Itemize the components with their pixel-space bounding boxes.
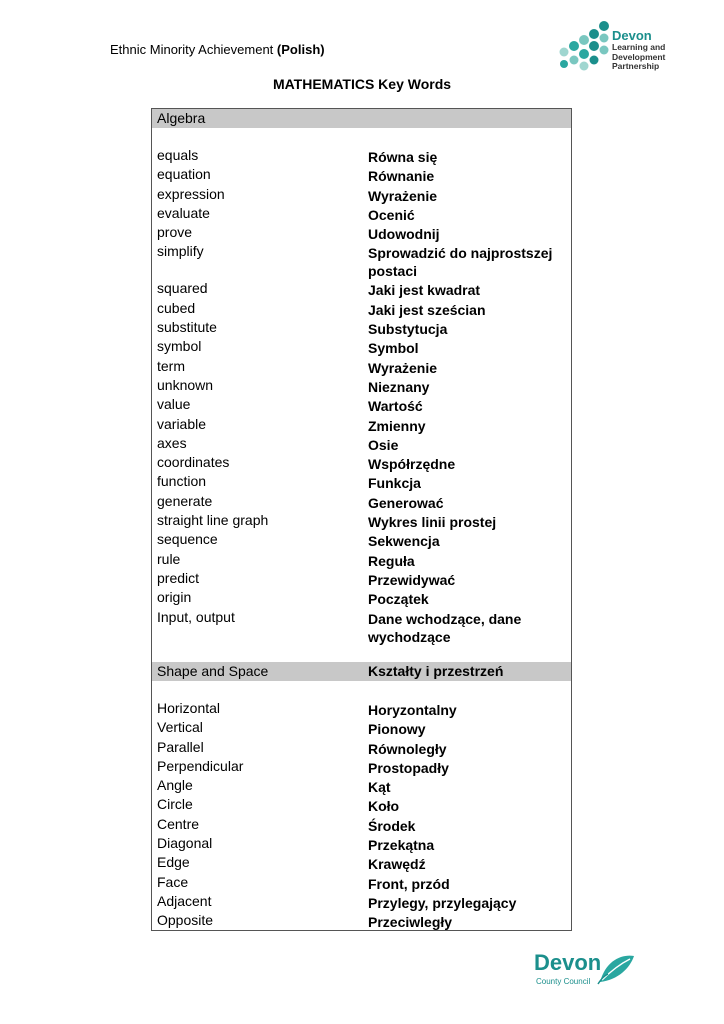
table-row	[152, 700, 571, 719]
english-term: equals	[157, 147, 199, 163]
english-term: Centre	[157, 815, 200, 832]
polish-term: Wyrażenie	[368, 359, 437, 376]
section-heading-algebra	[152, 109, 571, 128]
section-heading-shape-space	[152, 662, 571, 681]
english-term: origin	[157, 589, 192, 606]
table-row	[152, 512, 571, 531]
english-term: Angle	[157, 777, 193, 794]
english-term: straight line graph	[157, 512, 269, 529]
table-row	[152, 816, 571, 835]
polish-term: Przekątna	[368, 837, 435, 854]
table-row	[152, 435, 571, 454]
algebra-rows	[152, 147, 571, 646]
polish-term: Przylegy, przylegający	[368, 894, 517, 911]
polish-term: Równanie	[368, 168, 435, 185]
english-term: symbol	[157, 338, 202, 355]
english-term: Edge	[157, 854, 190, 871]
table-row	[152, 416, 571, 435]
english-term: prove	[157, 224, 193, 241]
table-row	[152, 589, 571, 608]
table-row	[152, 147, 571, 166]
english-term: predict	[157, 569, 200, 586]
english-term: substitute	[157, 319, 217, 336]
table-row	[152, 758, 571, 777]
table-row	[152, 609, 571, 646]
table-row	[152, 719, 571, 738]
english-term: sequence	[157, 531, 218, 548]
polish-term: Wyrażenie	[368, 187, 437, 204]
table-row	[152, 531, 571, 550]
logo-bottom-title: Devon	[534, 950, 602, 975]
table-row	[152, 280, 571, 299]
table-row	[152, 205, 571, 224]
polish-term: Przewidywać	[368, 571, 456, 588]
polish-term: Zmienny	[368, 417, 426, 434]
english-term: variable	[157, 415, 207, 432]
polish-term: Wykres linii prostej	[368, 514, 497, 531]
polish-term: Osie	[368, 436, 399, 453]
english-term: simplify	[157, 243, 204, 260]
table-row	[152, 874, 571, 893]
polish-term: Współrzędne	[368, 456, 456, 473]
english-term: Face	[157, 873, 189, 890]
polish-term: Kąt	[368, 779, 391, 796]
logo-top-line: Learning and	[612, 42, 666, 52]
english-term: Opposite	[157, 912, 214, 929]
polish-term: Symbol	[368, 340, 419, 357]
english-term: generate	[157, 492, 213, 509]
polish-term: Sekwencja	[368, 533, 440, 550]
polish-term: Środek	[368, 817, 416, 834]
devon-ldp-logo	[556, 20, 676, 75]
table-row	[152, 186, 571, 205]
header-subject: Ethnic Minority Achievement	[110, 42, 274, 57]
table-row	[152, 319, 571, 338]
english-term: Vertical	[157, 719, 203, 736]
polish-term: Przeciwległy	[368, 914, 453, 931]
table-row	[152, 551, 571, 570]
polish-term: Prostopadły	[368, 759, 449, 776]
english-term: value	[157, 396, 191, 413]
table-row	[152, 300, 571, 319]
devon-county-council-logo	[534, 950, 638, 992]
table-row	[152, 739, 571, 758]
table-row	[152, 854, 571, 873]
english-term: rule	[157, 550, 181, 567]
polish-term: Równa się	[368, 149, 438, 165]
polish-term: Nieznany	[368, 378, 430, 395]
section-heading-en: Shape and Space	[157, 663, 269, 679]
table-row	[152, 454, 571, 473]
english-term: function	[157, 473, 207, 490]
english-term: equation	[157, 166, 211, 183]
polish-term: Jaki jest kwadrat	[368, 282, 481, 299]
table-row	[152, 224, 571, 243]
english-term: axes	[157, 434, 187, 451]
polish-term: Reguła	[368, 552, 415, 569]
logo-top-line: Development	[612, 51, 666, 62]
document-header	[110, 42, 325, 57]
polish-term: Generować	[368, 494, 444, 511]
english-term: Parallel	[157, 738, 204, 755]
polish-term: Front, przód	[368, 875, 450, 892]
polish-term: Funkcja	[368, 475, 421, 492]
table-row	[152, 777, 571, 796]
section-heading-en: Algebra	[157, 110, 206, 126]
polish-term: Wartość	[368, 398, 423, 415]
english-term: term	[157, 357, 185, 374]
polish-term: Koło	[368, 798, 400, 815]
table-row	[152, 912, 571, 931]
table-row	[152, 166, 571, 185]
table-row	[152, 243, 571, 280]
table-row	[152, 796, 571, 815]
polish-term: Jaki jest sześcian	[368, 301, 486, 318]
shape-space-rows	[152, 700, 571, 932]
polish-term: Początek	[368, 591, 429, 608]
english-term: Diagonal	[157, 835, 213, 852]
polish-term: Substytucja	[368, 321, 448, 338]
table-row	[152, 396, 571, 415]
table-row	[152, 377, 571, 396]
dots-logo-icon	[556, 20, 612, 72]
key-words-table	[151, 108, 572, 931]
logo-top-line: Partnership	[612, 61, 660, 71]
english-term: unknown	[157, 376, 214, 393]
leaf-icon	[596, 952, 636, 986]
table-row	[152, 493, 571, 512]
english-term: evaluate	[157, 204, 210, 221]
english-term: Circle	[157, 796, 193, 813]
table-row	[152, 570, 571, 589]
english-term: squared	[157, 280, 208, 297]
polish-term: Sprowadzić do najprostszej postaci	[368, 245, 553, 280]
english-term: Horizontal	[157, 700, 221, 716]
english-term: Input, output	[157, 608, 235, 625]
table-row	[152, 893, 571, 912]
table-row	[152, 358, 571, 377]
polish-term: Krawędź	[368, 856, 426, 873]
polish-term: Ocenić	[368, 206, 415, 223]
table-row	[152, 835, 571, 854]
english-term: coordinates	[157, 454, 230, 471]
logo-bottom-subtitle: County Council	[536, 977, 591, 986]
english-term: expression	[157, 185, 225, 202]
logo-top-title: Devon	[612, 28, 652, 43]
polish-term: Równoległy	[368, 740, 447, 757]
english-term: Perpendicular	[157, 757, 244, 774]
polish-term: Dane wchodzące, dane wychodzące	[368, 610, 522, 645]
polish-term: Udowodnij	[368, 226, 440, 243]
polish-term: Horyzontalny	[368, 702, 457, 718]
table-row	[152, 473, 571, 492]
page-title: MATHEMATICS Key Words	[272, 76, 452, 92]
section-heading-pl: Kształty i przestrzeń	[368, 663, 504, 679]
polish-term: Pionowy	[368, 721, 426, 738]
header-language: (Polish)	[276, 42, 325, 57]
table-row	[152, 338, 571, 357]
english-term: Adjacent	[157, 892, 212, 909]
english-term: cubed	[157, 299, 196, 316]
